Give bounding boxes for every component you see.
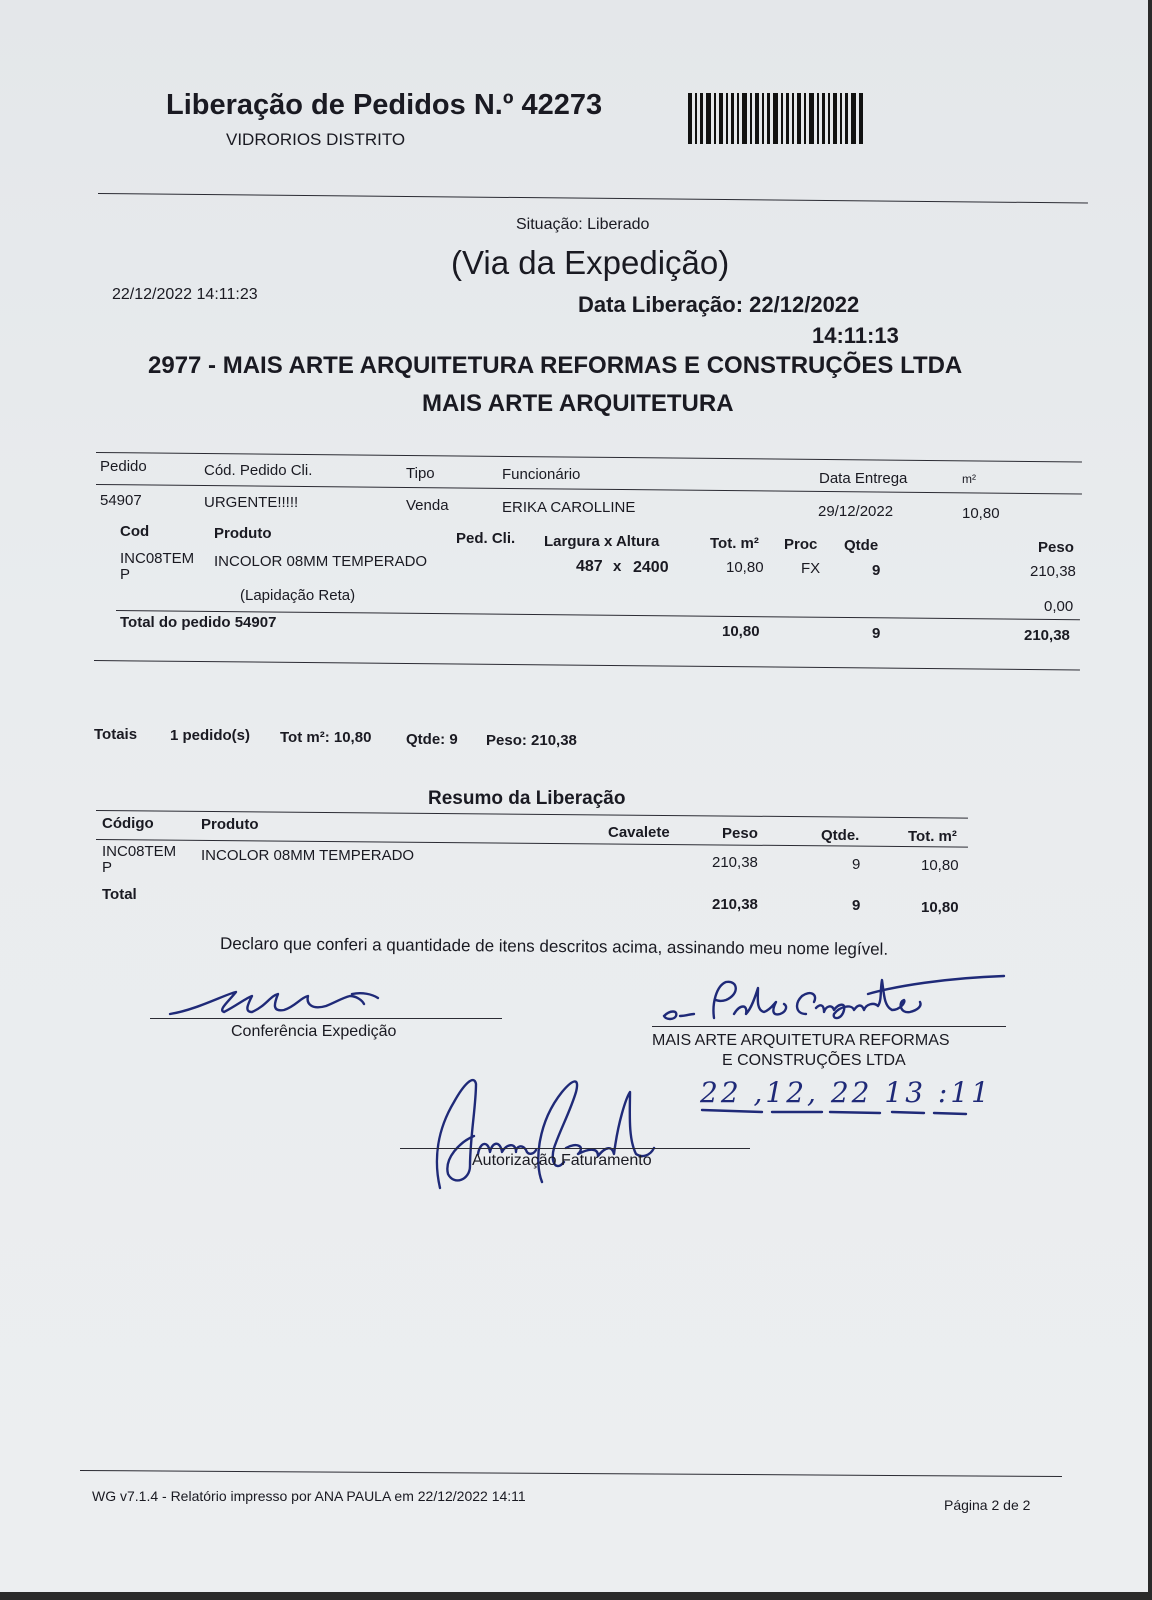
data-liberacao-time: 14:11:13 [812, 323, 899, 348]
situacao-text: Situação: Liberado [516, 216, 650, 233]
item-cod [120, 551, 194, 583]
resumo-header-tot-m2: Tot. m² [908, 828, 957, 845]
resumo-produto: INCOLOR 08MM TEMPERADO [201, 847, 415, 864]
totais-pedidos: 1 pedido(s) [170, 727, 251, 744]
data-liberacao: Data Liberação: 22/12/2022 [578, 292, 860, 317]
col-header-funcionario: Funcionário [502, 466, 581, 483]
handwritten-date: 22 ,12, 22 13 :11 [700, 1076, 992, 1109]
order-table-bottom-border [94, 660, 1080, 670]
resumo-header-cavalete: Cavalete [608, 824, 670, 841]
resumo-title: Resumo da Liberação [428, 788, 626, 809]
resumo-total-peso: 210,38 [712, 896, 758, 913]
printed-timestamp: 22/12/2022 14:11:23 [112, 286, 258, 303]
barcode-image [688, 93, 863, 144]
resumo-total-tot-m2: 10,80 [921, 899, 959, 916]
declaration-text: Declaro que conferi a quantidade de itens descritos acima, assinando meu nome legível. [219, 934, 889, 959]
client-label-line1: MAIS ARTE ARQUITETURA REFORMAS [652, 1032, 950, 1049]
resumo-qtde: 9 [852, 856, 861, 873]
footer-printed-by: WG v7.1.4 - Relatório impresso por ANA PAULA em 22/12/2022 14:11 [92, 1488, 526, 1504]
cell-funcionario: ERIKA CAROLLINE [502, 499, 636, 516]
handwritten-date-underline [700, 1104, 970, 1116]
item-dimension-x: x [613, 558, 622, 575]
cell-tipo: Venda [406, 497, 449, 514]
item-header-proc: Proc [784, 536, 818, 553]
table-top-border [96, 452, 1082, 462]
item-largura: 487 [576, 558, 603, 575]
cell-pedido: 54907 [100, 492, 142, 509]
table-header-border [96, 484, 1082, 494]
item-qtde: 9 [872, 562, 881, 579]
cell-data-entrega: 29/12/2022 [818, 503, 894, 520]
resumo-header-qtde: Qtde. [821, 827, 860, 844]
resumo-total-label: Total [102, 886, 137, 903]
resumo-header-peso: Peso [722, 825, 758, 842]
item-proc: FX [801, 560, 821, 577]
totais-m2: Tot m²: 10,80 [280, 729, 372, 746]
client-trade-name: MAIS ARTE ARQUITETURA [422, 390, 734, 417]
resumo-peso: 210,38 [712, 854, 758, 871]
conferencia-handwritten-signature [166, 984, 386, 1020]
order-total-m2: 10,80 [722, 623, 760, 640]
item-sub-peso: 0,00 [1044, 598, 1074, 615]
item-cod-line2: P [120, 566, 131, 583]
cell-cod-pedido-cli: URGENTE!!!!! [204, 494, 299, 511]
col-header-cod-pedido-cli: Cód. Pedido Cli. [204, 462, 313, 479]
page-number: Página 2 de 2 [944, 1497, 1031, 1513]
col-header-data-entrega: Data Entrega [819, 470, 908, 487]
via-title: (Via da Expedição) [451, 244, 730, 281]
item-altura: 2400 [633, 559, 669, 576]
order-total-peso: 210,38 [1024, 627, 1070, 644]
totais-qtde: Qtde: 9 [406, 731, 458, 748]
footer-divider [80, 1470, 1062, 1477]
resumo-codigo-line1: INC08TEM [102, 843, 177, 860]
resumo-codigo [102, 844, 176, 876]
item-header-produto: Produto [214, 525, 272, 542]
totais-label: Totais [94, 726, 138, 743]
item-tot-m2: 10,80 [726, 559, 764, 576]
cell-m2: 10,80 [962, 505, 1000, 522]
item-cod-line1: INC08TEM [120, 550, 195, 567]
conferencia-signature-line [150, 1018, 502, 1019]
resumo-header-produto: Produto [201, 816, 259, 833]
client-label-line2: E CONSTRUÇÕES LTDA [722, 1052, 906, 1069]
col-header-m2: m² [962, 472, 976, 486]
header-divider [98, 193, 1088, 204]
item-header-cod: Cod [120, 523, 150, 540]
col-header-pedido: Pedido [100, 458, 147, 475]
autorizacao-handwritten-signature [430, 1062, 666, 1198]
order-total-label: Total do pedido 54907 [120, 614, 277, 631]
item-sub-desc: (Lapidação Reta) [240, 587, 356, 604]
autorizacao-label: Autorização Faturamento [472, 1152, 652, 1169]
document-title: Liberação de Pedidos N.º 42273 [166, 89, 603, 121]
item-header-tot-m2: Tot. m² [710, 535, 759, 552]
client-signature-line [652, 1026, 1006, 1027]
resumo-header-codigo: Código [102, 815, 154, 832]
conferencia-label: Conferência Expedição [231, 1023, 397, 1040]
item-header-largura-altura: Largura x Altura [544, 533, 660, 550]
order-total-qtde: 9 [872, 625, 881, 642]
item-produto: INCOLOR 08MM TEMPERADO [214, 553, 428, 570]
item-header-ped-cli: Ped. Cli. [456, 530, 516, 547]
client-handwritten-signature [656, 974, 1008, 1026]
client-name: 2977 - MAIS ARTE ARQUITETURA REFORMAS E CONSTRUÇÕES LTDA [148, 352, 963, 379]
item-header-peso: Peso [1038, 539, 1074, 556]
col-header-tipo: Tipo [406, 465, 435, 482]
resumo-tot-m2: 10,80 [921, 857, 959, 874]
resumo-codigo-line2: P [102, 859, 113, 876]
company-name: VIDRORIOS DISTRITO [226, 130, 406, 149]
item-header-qtde: Qtde [844, 537, 879, 554]
resumo-total-qtde: 9 [852, 897, 861, 914]
autorizacao-signature-line [400, 1148, 750, 1149]
totais-peso: Peso: 210,38 [486, 732, 577, 749]
item-peso: 210,38 [1030, 563, 1076, 580]
